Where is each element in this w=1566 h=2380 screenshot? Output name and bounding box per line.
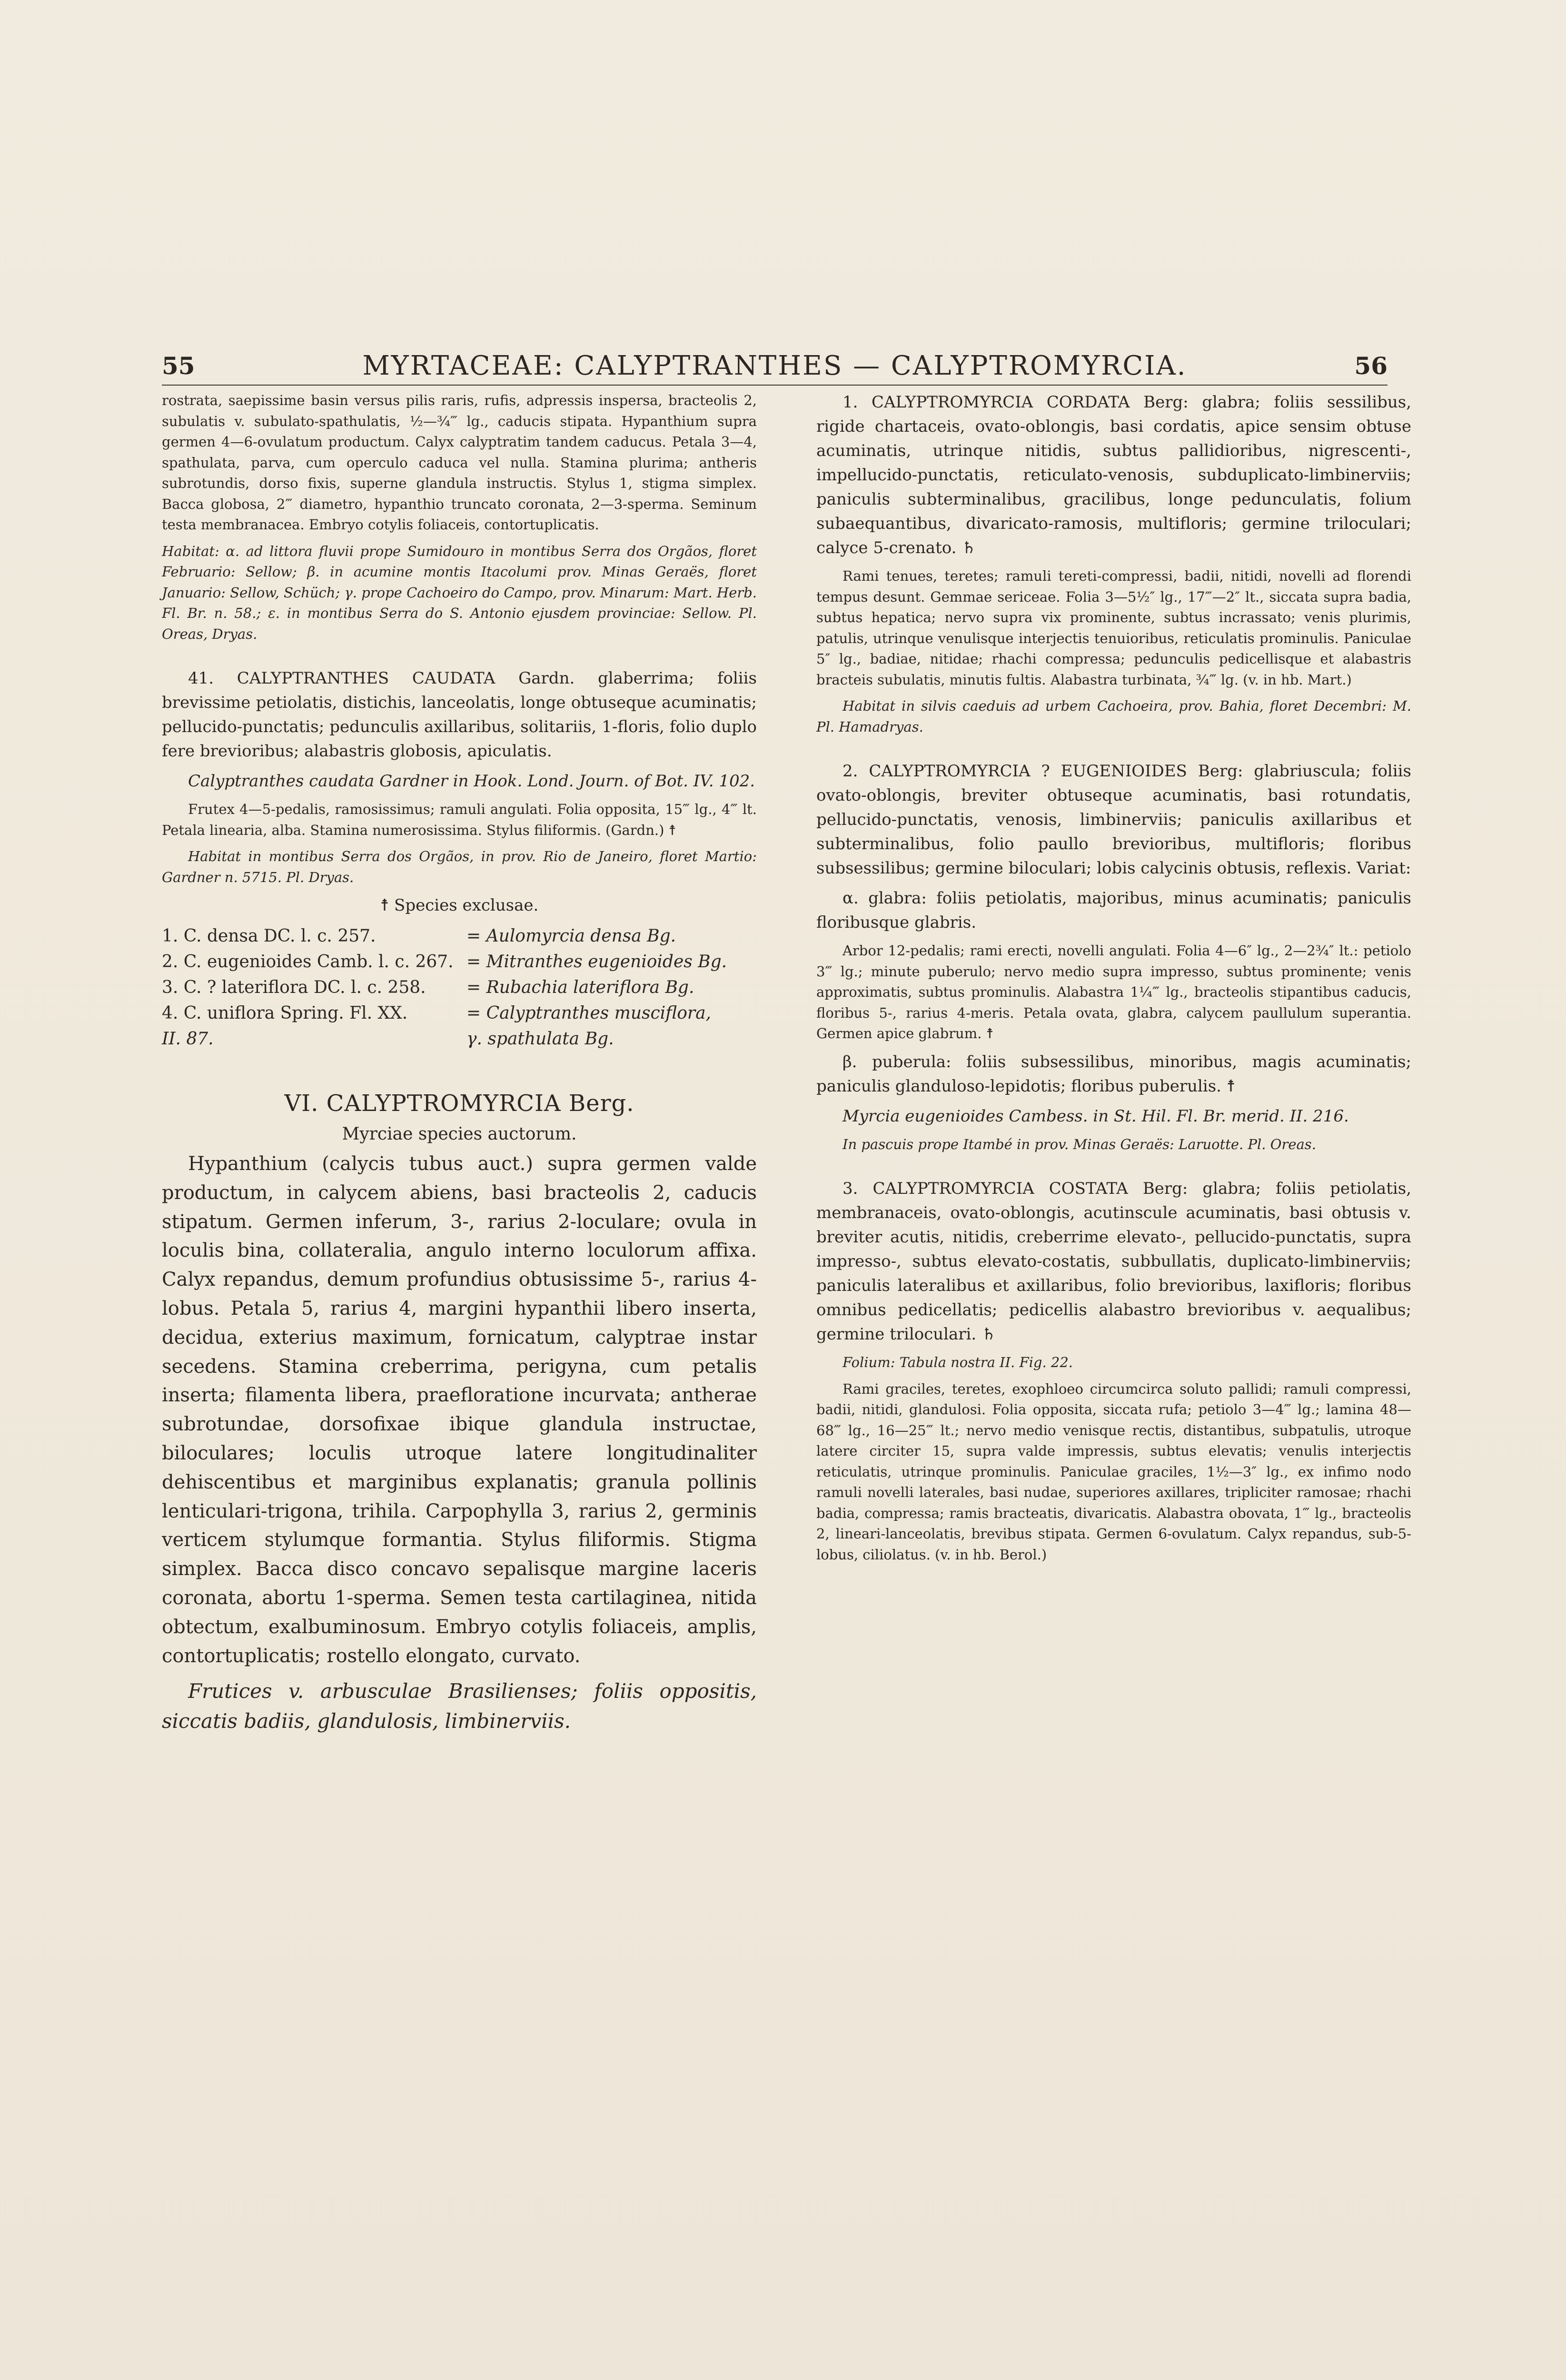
species-41-citation: Calyptranthes caudata Gardner in Hook. Lond. Journ. of Bot. IV. 102. (188, 772, 755, 791)
excluded-row: 1. C. densa DC. l. c. 257. = Aulomyrcia densa Bg. (162, 926, 676, 946)
species-1-habitat: Habitat in silvis caeduis ad urbem Cachoeira, prov. Bahia, floret Decembri: M. Pl. Hamadryas. (816, 698, 1411, 735)
running-header (162, 347, 1388, 386)
genus-description: Hypanthium (calycis tubus auct.) supra germen valde productum, in calycem abiens, basi bracteolis 2, caducis stipatum. Germen inferum, 3-, rarius 2-loculare; ovula in loculis bina, collateralia, angulo interno loculorum affixa. Calyx repandus, demum profundius obtusissime 5-, rarius 4-lobus. Petala 5, rarius 4, margini hypanthii libero inserta, decidua, exterius maximum, fornicatum, calyptrae instar secedens. Stamina creberrima, perigyna, cum petalis inserta; filamenta libera, praefloratione incurvata; antherae subrotundae, dorsofixae ibique glandula instructae, biloculares; loculis utroque latere longitudinaliter dehiscentibus et marginibus explanatis; granula pollinis lenticulari-trigona, trihila. Carpophylla 3, rarius 2, germinis verticem stylumque formantia. Stylus filiformis. Stigma simplex. Bacca disco concavo sepalisque margine laceris coronata, abortu 1-sperma. Semen testa cartilaginea, nitida obtectum, exalbuminosum. Embryo cotylis foliaceis, amplis, contortuplicatis; rostello elongato, curvato. (162, 1153, 757, 1667)
species-2-citation: Myrcia eugenioides Cambess. in St. Hil. Fl. Br. merid. II. 216. (842, 1106, 1349, 1126)
right-column (816, 390, 1411, 1571)
species-41-description: Frutex 4—5-pedalis, ramosissimus; ramuli angulati. Folia opposita, 15‴ lg., 4‴ lt. Petala linearia, alba. Stamina numerosissima. Stylus filiformis. (Gardn.) ☨ (162, 801, 757, 838)
species-2-habitat: In pascuis prope Itambé in prov. Minas Geraës: Laruotte. Pl. Oreas. (842, 1136, 1316, 1152)
variety-beta: β. puberula: foliis subsessilibus, minoribus, magis acuminatis; paniculis glanduloso-lepidotis; floribus puberulis. ☨ (816, 1052, 1411, 1096)
excluded-row: 4. C. uniflora Spring. Fl. XX. = Calyptranthes musciflora, (162, 1003, 711, 1023)
habitat-paragraph: Habitat: α. ad littora fluvii prope Sumidouro in montibus Serra dos Orgãos, floret Februario: Sellow; β. in acumine montis Itacolumi prov. Minas Geraës, floret Januario: Sellow, Schüch; γ. prope Cachoeiro do Campo, prov. Minarum: Mart. Herb. Fl. Br. n. 58.; ε. in montibus Serra do S. Antonio ejusdem provinciae: Sellow. Pl. Oreas, Dryas. (162, 543, 757, 642)
excluded-species-list (162, 923, 757, 1052)
running-title: MYRTACEAE: CALYPTRANTHES — CALYPTROMYRCIA. (362, 350, 1187, 381)
variety-alpha: α. glabra: foliis petiolatis, majoribus, minus acuminatis; paniculis floribusque glabris. (816, 889, 1411, 932)
species-3-description: Rami graciles, teretes, exophloeo circumcirca soluto pallidi; ramuli compressi, badii, nitidi, glandulosi. Folia opposita, siccata rufa; petiolo 3—4‴ lg.; lamina 48—68‴ lg., 16—25‴ lt.; nervo medio venisque rectis, distantibus, subpatulis, utroque latere circiter 15, supra valde impressis, subtus elevatis; venulis interjectis reticulatis, utrinque prominulis. Paniculae graciles, 1½—3″ lg., ex infimo nodo ramuli novelli laterales, basi nudae, superiores axillares, tripliciter ramosae; rhachi badia, compressa; ramis bracteatis, divaricatis. Alabastra obovata, 1‴ lg., bracteolis 2, lineari-lanceolatis, brevibus stipata. Germen 6-ovulatum. Calyx repandus, sub-5-lobus, ciliolatus. (v. in hb. Berol.) (816, 1380, 1411, 1563)
excluded-row: 2. C. eugenioides Camb. l. c. 267. = Mitranthes eugenioides Bg. (162, 952, 727, 972)
genus-habit-note: Frutices v. arbusculae Brasilienses; foliis oppositis, siccatis badiis, glandulosis, limbinerviis. (162, 1679, 757, 1733)
genus-subtitle: Myrciae species auctorum. (342, 1124, 577, 1144)
species-3-figure-reference: Folium: Tabula nostra II. Fig. 22. (842, 1354, 1073, 1370)
species-41-diagnosis: 41. CALYPTRANTHES CAUDATA Gardn. glaberrima; foliis brevissime petiolatis, distichis, lanceolatis, longe obtuseque acuminatis; pellucido-punctatis; pedunculis axillaribus, solitariis, 1-floris, folio duplo fere brevioribus; alabastris globosis, apiculatis. (162, 669, 757, 761)
variety-alpha-description: Arbor 12-pedalis; rami erecti, novelli angulati. Folia 4—6″ lg., 2—2¾″ lt.: petiolo 3‴ lg.; minute puberulo; nervo medio supra impresso, subtus prominente; venis approximatis, subtus prominulis. Alabastra 1¼‴ lg., bracteolis stipantibus caducis, floribus 5-, rarius 4-meris. Petala ovata, glabra, calycem paullulum superantia. Germen apice glabrum. ☨ (816, 942, 1411, 1041)
calyptranthes-description-end: rostrata, saepissime basin versus pilis raris, rufis, adpressis inspersa, bracteolis 2, subulatis v. subulato-spathulatis, ½—¾‴ lg., caducis stipata. Hypanthium supra germen 4—6-ovulatum productum. Calyx calyptratim tandem caducus. Petala 3—4, spathulata, parva, cum operculo caduca vel nulla. Stamina plurima; antheris subrotundis, dorso fixis, superne glandula instructis. Stylus 1, stigma simplex. Bacca globosa, 2‴ diametro, hypanthio truncato coronata, 2—3-sperma. Seminum testa membranacea. Embryo cotylis foliaceis, contortuplicatis. (162, 392, 757, 533)
excluded-species-title: ☨ Species exclusae. (380, 896, 539, 915)
left-page-number: 55 (162, 351, 195, 380)
right-page-number: 56 (1354, 351, 1388, 380)
genus-heading: VI. CALYPTROMYRCIA Berg. (284, 1090, 634, 1117)
species-1-description: Rami tenues, teretes; ramuli tereti-compressi, badii, nitidi, novelli ad florendi tempus desunt. Gemmae sericeae. Folia 3—5½″ lg., 17‴—2″ lt., siccata supra badia, subtus hepatica; nervo supra vix prominente, subtus incrassato; venis plurimis, patulis, utrinque venulisque interjectis tenuioribus, reticulatis prominulis. Paniculae 5″ lg., badiae, nitidae; rhachi compressa; pedunculis pedicellisque et alabastris bracteis subulatis, minutis fultis. Alabastra turbinata, ¾‴ lg. (v. in hb. Mart.) (816, 568, 1411, 688)
species-41-habitat: Habitat in montibus Serra dos Orgãos, in prov. Rio de Janeiro, floret Martio: Gardner n. 5715. Pl. Dryas. (162, 848, 757, 885)
species-1-diagnosis: 1. CALYPTROMYRCIA CORDATA Berg: glabra; foliis sessilibus, rigide chartaceis, ovato-oblongis, basi cordatis, apice sensim obtuse acuminatis, utrinque nitidis, subtus pallidioribus, nigrescenti-, impellucido-punctatis, reticulato-venosis, subduplicato-limbinerviis; paniculis subterminalibus, gracilibus, longe pedunculatis, folium subaequantibus, divaricato-ramosis, multifloris; germine triloculari; calyce 5-crenato. ♄ (816, 393, 1411, 557)
excluded-row: 3. C. ? lateriflora DC. l. c. 258. = Rubachia lateriflora Bg. (162, 978, 694, 997)
species-3-diagnosis: 3. CALYPTROMYRCIA COSTATA Berg: glabra; foliis petiolatis, membranaceis, ovato-oblongis, acutinscule acuminatis, basi obtusis v. breviter acutis, nitidis, creberrime elevato-, pellucido-punctatis, supra impresso-, subtus elevato-costatis, subbullatis, duplicato-limbinerviis; paniculis lateralibus et axillaribus, folio brevioribus, laxifloris; floribus omnibus pedicellatis; pedicellis alabastro brevioribus v. aequalibus; germine triloculari. ♄ (816, 1179, 1411, 1344)
left-column (162, 390, 757, 1742)
excluded-row: II. 87. γ. spathulata Bg. (162, 1029, 614, 1049)
species-2-diagnosis: 2. CALYPTROMYRCIA ? EUGENIOIDES Berg: glabriuscula; foliis ovato-oblongis, breviter obtuseque acuminatis, basi rotundatis, pellucido-punctatis, venosis, limbinerviis; paniculis axillaribus et subterminalibus, folio paullo brevioribus, multifloris; floribus subsessilibus; germine biloculari; lobis calycinis obtusis, reflexis. Variat: (816, 762, 1411, 878)
